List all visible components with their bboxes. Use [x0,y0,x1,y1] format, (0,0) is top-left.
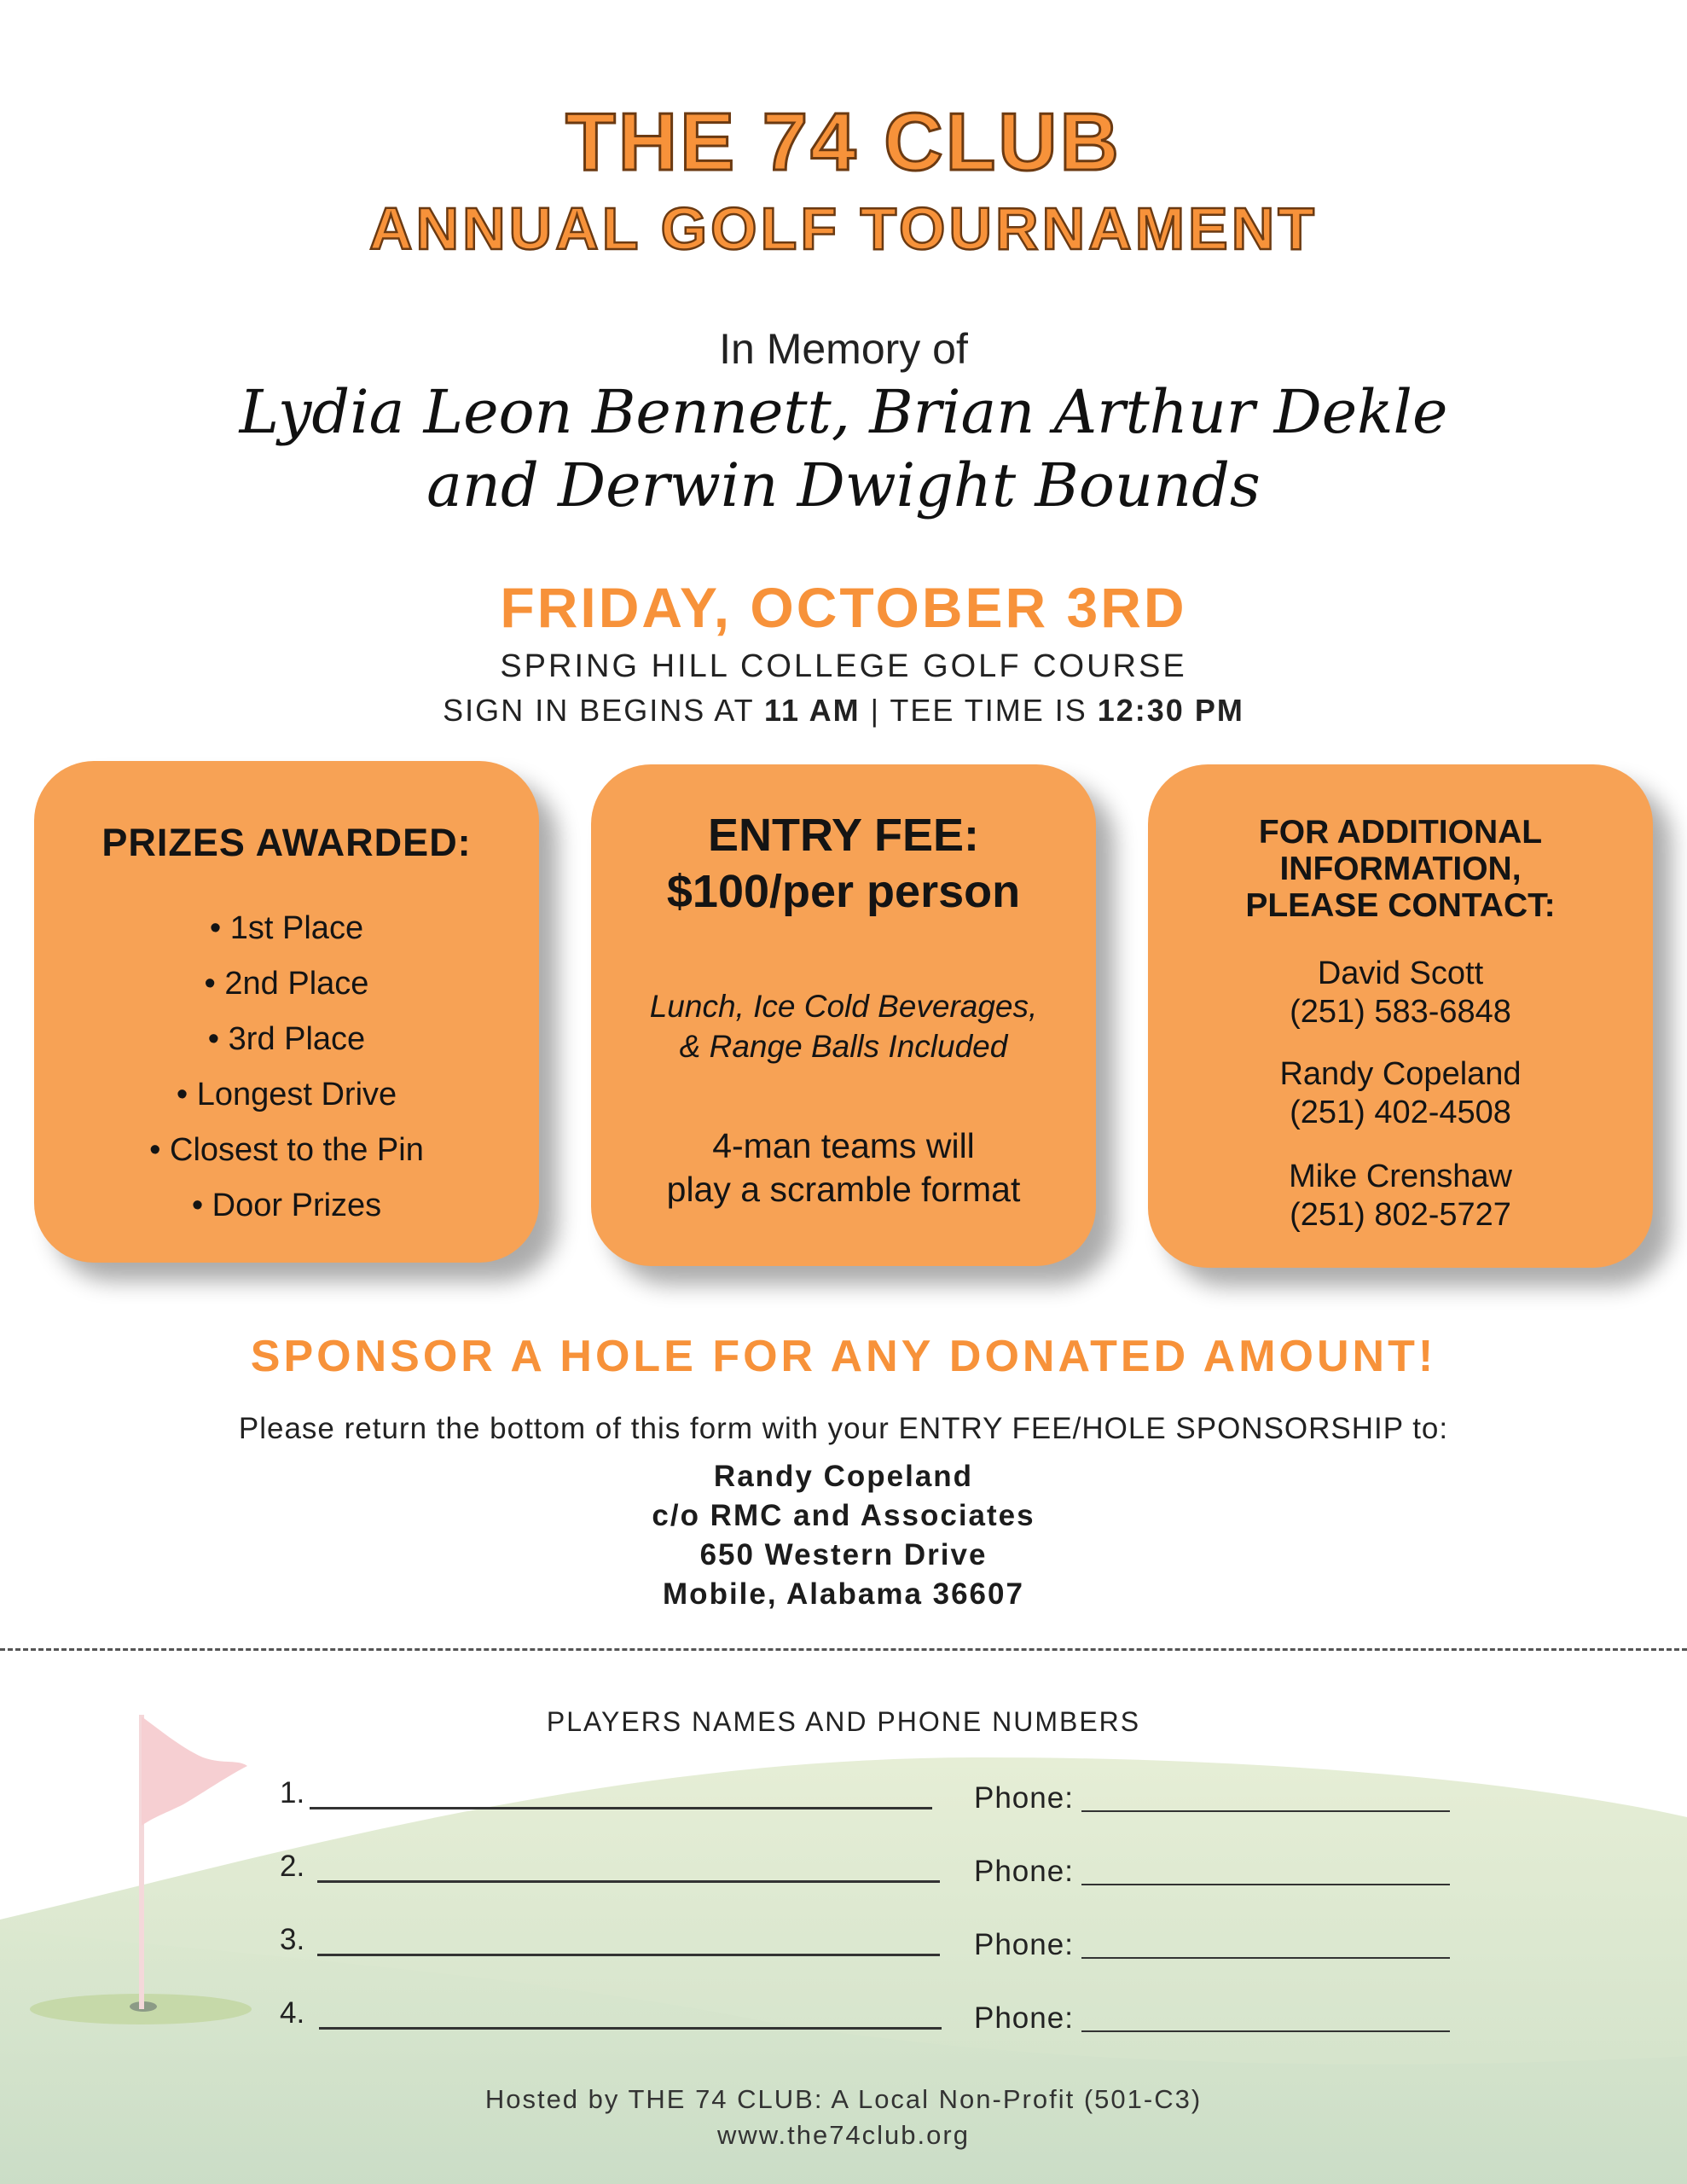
contact-person [1148,1158,1653,1234]
phone-label: Phone: [974,1855,1074,1888]
memorial-names-line-1: Lydia Leon Bennett, Brian Arthur Dekle [239,377,1448,447]
contact-person [1148,1055,1653,1132]
return-instructions: Please return the bottom of this form with your ENTRY FEE/HOLE SPONSORSHIP to: [238,1412,1449,1445]
prize-item: • 2nd Place [204,966,369,1002]
entry-format-line-1: 4-man teams will [712,1126,975,1165]
phone-label: Phone: [974,1928,1074,1961]
contact-card [1148,764,1653,1268]
signin-label: SIGN IN BEGINS AT [443,693,764,728]
address-line: Randy Copeland [713,1460,974,1493]
player-number: 1. [280,1776,305,1809]
cut-line-divider [0,1648,1687,1651]
contact-name: David Scott [1317,956,1484,991]
contact-name: Randy Copeland [1279,1056,1522,1092]
event-course: SPRING HILL COLLEGE GOLF COURSE [500,648,1187,684]
page-subtitle: ANNUAL GOLF TOURNAMENT [368,195,1319,262]
address-line: 650 Western Drive [699,1538,988,1571]
player-phone-field[interactable] [1081,1884,1450,1885]
contact-heading-line-3: PLEASE CONTACT: [1245,887,1556,924]
entry-fee-heading [591,807,1096,920]
entry-format [591,1124,1096,1211]
tee-time: 12:30 PM [1097,693,1244,728]
prize-item: • Closest to the Pin [149,1132,424,1168]
player-number: 3. [280,1923,305,1956]
contact-phone: (251) 583-6848 [1290,994,1511,1030]
event-times [0,693,1687,729]
phone-label: Phone: [974,2001,1074,2035]
entry-fee-card [591,764,1096,1266]
prizes-card [34,761,539,1263]
player-phone-field[interactable] [1081,1957,1450,1959]
entry-includes [591,986,1096,1066]
footer-website[interactable]: www.the74club.org [717,2120,970,2150]
memorial-names-line-2: and Derwin Dwight Bounds [426,450,1261,520]
sponsor-headline: SPONSOR A HOLE FOR ANY DONATED AMOUNT! [250,1332,1437,1381]
player-number: 4. [280,1996,305,2030]
entry-includes-line-2: & Range Balls Included [679,1029,1008,1064]
contact-phone: (251) 802-5727 [1290,1197,1511,1233]
player-number: 2. [280,1850,305,1883]
prize-item: • 3rd Place [207,1021,366,1057]
tee-label: TEE TIME IS [890,693,1098,728]
entry-fee-amount: $100/per person [666,866,1021,917]
phone-label: Phone: [974,1781,1074,1815]
entry-fee-label: ENTRY FEE: [707,810,980,861]
player-phone-field[interactable] [1081,2030,1450,2032]
address-line: c/o RMC and Associates [652,1499,1035,1532]
mailing-address [0,1457,1687,1614]
event-date: FRIDAY, OCTOBER 3RD [500,576,1187,639]
memorial-names [0,375,1687,522]
footer-host: Hosted by THE 74 CLUB: A Local Non-Profit (501-C3) [484,2084,1203,2114]
contact-heading-line-2: INFORMATION, [1279,851,1522,887]
address-line: Mobile, Alabama 36607 [663,1577,1024,1611]
player-name-field[interactable] [317,1880,940,1883]
player-name-field[interactable] [319,2027,942,2030]
footer [0,2082,1687,2153]
contact-heading-line-1: FOR ADDITIONAL [1258,814,1543,851]
memorial-label: In Memory of [719,325,968,373]
contact-name: Mike Crenshaw [1289,1159,1512,1194]
players-form-title: PLAYERS NAMES AND PHONE NUMBERS [546,1706,1141,1737]
prize-item: • 1st Place [209,910,364,946]
entry-format-line-2: play a scramble format [666,1170,1021,1209]
player-name-field[interactable] [310,1807,932,1809]
contact-person [1148,955,1653,1031]
player-name-field[interactable] [317,1954,940,1956]
signin-time: 11 AM [763,693,861,728]
page-title: THE 74 CLUB [565,96,1122,188]
contact-phone: (251) 402-4508 [1290,1095,1511,1130]
prize-item: • Door Prizes [191,1188,382,1223]
prizes-title: PRIZES AWARDED: [101,821,472,864]
player-phone-field[interactable] [1081,1810,1450,1812]
entry-includes-line-1: Lunch, Ice Cold Beverages, [649,989,1038,1024]
contact-heading [1148,814,1653,924]
time-separator: | [860,693,890,728]
prizes-list [34,901,539,1234]
prize-item: • Longest Drive [176,1077,397,1112]
